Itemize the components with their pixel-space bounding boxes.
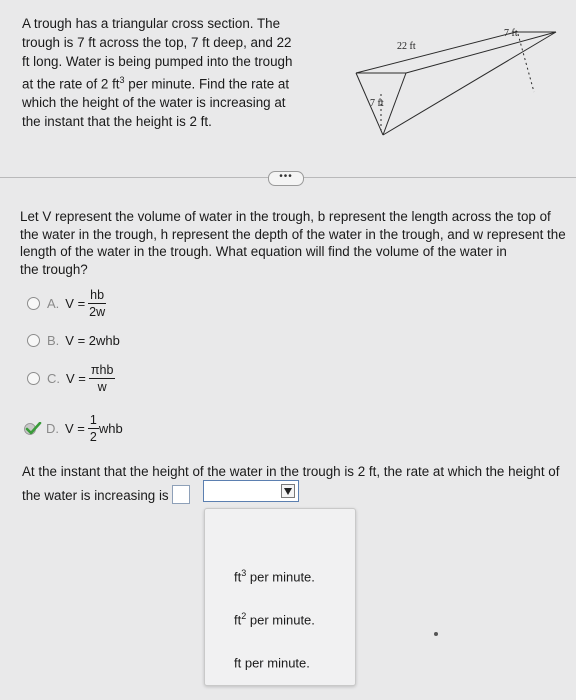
denominator: 2w xyxy=(89,305,106,319)
numerator: hb xyxy=(90,288,105,302)
top-width-label: 7 ft xyxy=(504,28,518,39)
trough-edge xyxy=(406,32,556,73)
numerator: 1 xyxy=(89,413,97,427)
unit-option-cubic[interactable] xyxy=(234,568,315,584)
unit-option-linear[interactable] xyxy=(234,654,310,670)
correct-check-icon xyxy=(24,422,42,436)
problem-line xyxy=(22,71,312,93)
problem-line: A trough has a triangular cross section. The xyxy=(22,16,281,31)
trough-edge xyxy=(356,32,516,73)
problem-line: the instant that the height is 2 ft. xyxy=(22,114,212,130)
unit-select[interactable] xyxy=(203,480,299,502)
question-line: length of the water in the trough. What equation will find the volume of the water in xyxy=(20,244,507,259)
option-a[interactable] xyxy=(27,288,106,319)
formula-suffix: whb xyxy=(98,421,123,436)
option-formula: V = 2whb xyxy=(65,333,120,348)
dropdown-arrow-icon[interactable] xyxy=(281,484,295,498)
unit-base: ft xyxy=(234,612,242,628)
problem-line: which the height of the water is increasing at xyxy=(22,95,286,111)
length-label: 22 ft xyxy=(397,41,416,52)
question-text xyxy=(20,208,568,278)
fraction xyxy=(88,288,106,319)
option-formula xyxy=(66,363,115,394)
radio-button[interactable] xyxy=(27,297,40,310)
denominator: 2 xyxy=(89,430,97,444)
formula-lhs: V = xyxy=(66,371,86,386)
unit-exponent: 3 xyxy=(241,568,247,578)
option-letter: C. xyxy=(47,371,60,386)
option-letter: D. xyxy=(46,421,59,436)
fraction xyxy=(88,413,99,444)
radio-button[interactable] xyxy=(27,334,40,347)
trough-edge xyxy=(383,73,406,135)
option-formula xyxy=(65,288,106,319)
problem-line-part: per minute. Find the rate at xyxy=(128,76,290,92)
radio-button[interactable] xyxy=(27,372,40,385)
unit-rest: per minute. xyxy=(246,569,315,585)
option-letter: A. xyxy=(47,296,60,311)
option-formula xyxy=(65,413,123,444)
question-line: Let V represent the volume of water in the trough, b represent the length across the top of xyxy=(20,209,551,224)
numerator: πhb xyxy=(90,363,114,377)
rate-question-line: At the instant that the height of the water in the trough is 2 ft, the rate at which the height of xyxy=(22,464,560,479)
trough-diagram xyxy=(338,18,570,158)
question-line: the water in the trough, h represent the depth of the water in the trough, and w represent the xyxy=(20,226,566,242)
expand-button[interactable]: ••• xyxy=(268,171,304,186)
question-line: the trough? xyxy=(20,261,88,277)
option-c[interactable] xyxy=(27,363,115,394)
rate-question-text: the water is increasing is xyxy=(22,488,169,503)
unit-rest: per minute. xyxy=(246,612,315,628)
problem-line: ft long. Water is being pumped into the trough xyxy=(22,54,293,69)
unit-rest: per minute. xyxy=(241,655,310,671)
formula-lhs: V = xyxy=(65,421,85,436)
exponent: 3 xyxy=(119,75,125,85)
unit-base: ft xyxy=(234,569,242,585)
fraction xyxy=(89,363,116,394)
option-b[interactable] xyxy=(27,333,120,348)
unit-exponent: 2 xyxy=(241,611,247,621)
problem-line: trough is 7 ft across the top, 7 ft deep, and 22 xyxy=(22,35,292,50)
hidden-edge xyxy=(518,34,534,92)
denominator: w xyxy=(97,380,107,394)
formula-lhs: V = xyxy=(65,296,86,311)
depth-label: 7 ft xyxy=(370,98,384,109)
unit-option-square[interactable] xyxy=(234,611,315,627)
unit-base: ft xyxy=(234,655,242,671)
option-letter: B. xyxy=(47,333,60,348)
problem-statement xyxy=(22,14,312,131)
option-d[interactable] xyxy=(24,413,123,444)
unit-dropdown-menu xyxy=(204,508,356,686)
problem-line-part: at the rate of 2 ft xyxy=(22,76,120,92)
cursor-dot xyxy=(434,632,438,636)
answer-input[interactable] xyxy=(172,485,190,504)
